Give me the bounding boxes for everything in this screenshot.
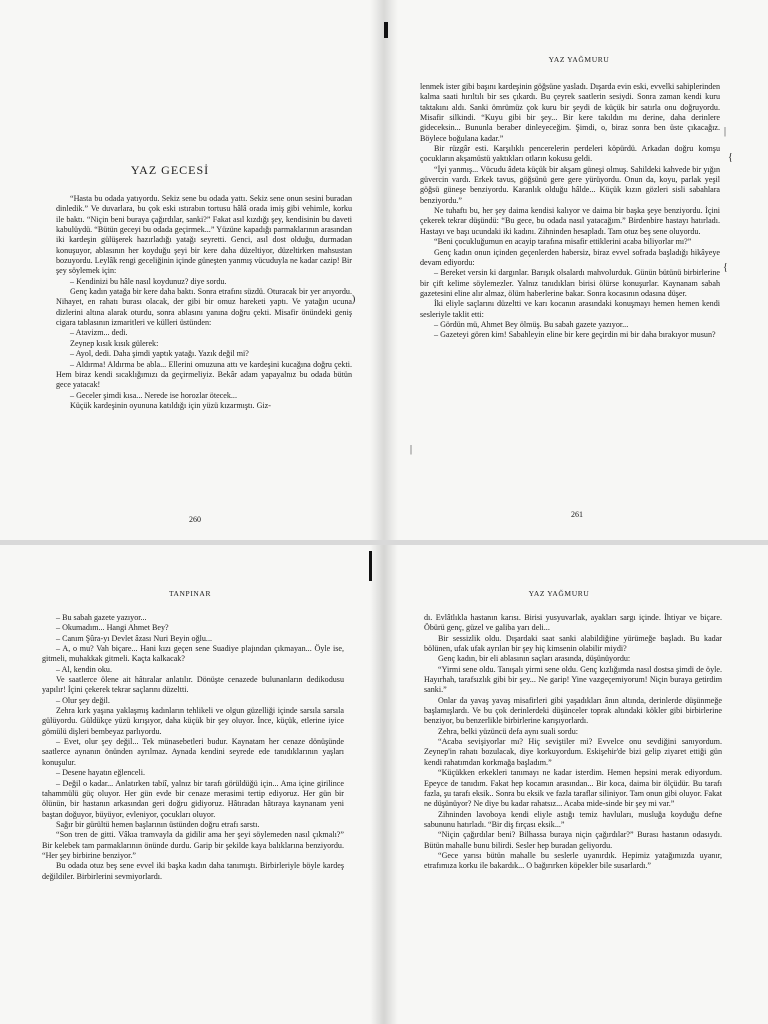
paragraph: İki eliyle saçlarını düzeltti ve karı kocanın arasındaki konuşmayı hemen hemen kendi sesleriyle taklit etti: xyxy=(420,299,720,319)
binding-mark xyxy=(384,22,388,38)
paragraph: “Gece yarısı bütün mahalle bu seslerle uyanırdık. Hepimiz yatağımızda uyanır, etrafımıza korku ile bakardık... O bağırırken köpekler bile susarlardı.” xyxy=(424,850,722,871)
paragraph: – Bereket versin ki dargınlar. Barışık olsalardı mahvolurduk. Günün bütünü birbirlerine bir çift kelime söylemezler. Yalnız tanıdıkları birisi ölürse konuşurlar. Kaynanam sabah gazetesini eline alır almaz, ölüm haberlerine bakar. Sonra kocasının odasına düşer. xyxy=(420,268,720,298)
paragraph: “Hasta bu odada yatıyordu. Sekiz sene bu odada yattı. Sekiz sene onun sesini buradan dinledik.” Ve duvarlara, bu çok eski ıstırabın tortusu hâlâ orada imiş gibi vehimle, korku ile baktı. “Niçin beni buraya çağırdılar, sanki?” Fakat asıl kızdığı şey, kendisinin bu daveti kabulüydü. “Bütün geceyi bu odada geçirmek...” Yüzüne kapadığı parmaklarının arasından iki kardeşin gülüşerek hazırladığı yatağı seyretti. Genci, asıl dost olduğu, durmadan konuşuyor, ablasının her koyduğu şeyi bir kere daha düzeltiyor, düzeltirken mahsustan bozuyordu. Leylâk rengi geceliğinin içinde güneşten yanmış vücuduyla ne kadar cazip! Bir şey söylemek için: xyxy=(56,194,352,276)
paragraph: – Aldırma! Aldırma be abla... Ellerini omuzuna attı ve kardeşini kucağına doğru çekti. Hem biraz kendi sıcaklığımızı da geçirmeliyiz. Bekâr adam yapayalnız bu odada bütün gece yatacak! xyxy=(56,359,352,390)
paragraph: – Al, kendin oku. xyxy=(56,664,112,674)
paragraph: “İyi yanmış... Vücudu âdeta küçük bir akşam güneşi olmuş. Sahildeki kahvede bir yığın güvercin vardı. Erkek tavus, göğsünü gere gere yürüyordu. Onun da, koyu, parlak yeşil göğsü güneşe benziyordu. Karanlık olduğu hâlde... Küçük kızın gözleri sisli sabahlara benziyordu.” xyxy=(420,164,720,205)
paragraph: “Yirmi sene oldu. Tanışalı yirmi sene oldu. Genç kızlığımda nasıl dostsa şimdi de öyle. Hayırhah, tarafsızlık gibi bir şey... Ne garip! Yine vazgeçemiyorum! Niçin buraya getirdim sanki.” xyxy=(424,664,722,695)
gutter-shadow xyxy=(370,545,384,1024)
paragraph: – Desene hayatın eğlenceli. xyxy=(56,768,145,778)
paragraph: Ne tuhaftı bu, her şey daima kendisi kalıyor ve daima bir başka şeye benziyordu. İçini çekerek tekrar düşündü: “Bu gece, bu odada nasıl yatacağım.” Birdenbire hastayı hatırladı. Hastayı ve başı ucundaki iki kadını. Zihninden hesapladı. Tam otuz beş sene oluyordu. xyxy=(420,206,720,236)
paragraph: Zeynep kısık kısık gülerek: xyxy=(70,338,159,348)
paragraph: Genç kadın yatağa bir kere daha baktı. Sonra etrafını süzdü. Oturacak bir yer arıyordu. Nihayet, en rahatı burası olacak, der gibi bir omuz hareketi yaptı. Ve yatağın ucuna dizlerini altına alarak oturdu, sonra ablasını yanına doğru çekti. Misafir önündeki geniş cigara tablasının izmaritleri ve külleri üstünden: xyxy=(56,287,352,328)
paragraph: – Evet, olur şey değil... Tek münasebetleri budur. Kaynatam her cenaze dönüşünde saatlerce aynanın önünden ayrılmaz. Aynada kendini seyrede ede tanıdıklarının yaşları konuşulur. xyxy=(42,737,344,767)
margin-mark: ) xyxy=(352,294,356,305)
paragraph: Küçük kardeşinin oyununa katıldığı için yüzü kızarmıştı. Giz- xyxy=(70,400,271,410)
margin-mark: { xyxy=(728,152,733,163)
paragraph: – Değil o kadar... Anlatırken tabiî, yalnız bir tarafı görüldüğü için... Ama içine girilince tahammülü güç oluyor. Her gün evde bir cenaze merasimi tertip ediyoruz. Her gün bir ölünün, bir hastanın arkasından geri doğru gidiyoruz. Hâtıradan hâtıraya kaynanam yeni baştan doğuyor, büyüyor, evleniyor, çocukları oluyor. xyxy=(42,778,344,819)
paragraph: “Niçin çağırdılar beni? Bilhassa buraya niçin çağırdılar?” Burası hastanın odasıydı. Bütün mahalle bunu bilirdi. Sesler hep buradan geliyordu. xyxy=(424,830,722,850)
page-number: 260 xyxy=(189,515,201,524)
page-body xyxy=(42,613,344,882)
paragraph: “Beni çocukluğumun en acayip tarafına misafir ettiklerini acaba biliyorlar mı?” xyxy=(434,237,692,247)
running-head: YAZ YAĞMURU xyxy=(528,589,590,598)
page-body xyxy=(56,194,352,411)
paragraph: – Olur şey değil. xyxy=(56,695,110,705)
paragraph: “Son tren de gitti. Vâkıa tramvayla da gidilir ama her şeyi söylemeden nasıl çıkmalı?” Bir kelebek tam parmaklarının önünde durdu. Garip bir şekilde kaya balıklarına benziyordu. “Her şey birbirine benziyor.” xyxy=(42,830,344,860)
gutter-shadow xyxy=(384,545,398,1024)
paragraph: – Ayol, dedi. Daha şimdi yaptık yatağı. Yazık değil mi? xyxy=(70,349,249,359)
page-body xyxy=(420,82,720,341)
page-260 xyxy=(0,0,384,540)
paragraph: – Kendinizi bu hâle nasıl koydunuz? diye sordu. xyxy=(70,276,227,286)
paragraph: Genç kadın onun içinden geçenlerden habersiz, biraz evvel sofrada başladığı hikâyeye devam ediyordu: xyxy=(420,247,720,267)
paragraph: – Geceler şimdi kısa... Nerede ise horozlar ötecek... xyxy=(70,390,237,400)
page-number: 261 xyxy=(571,510,583,519)
paragraph: – Bu sabah gazete yazıyor... xyxy=(56,613,147,622)
paragraph: “Küçükken erkekleri tanımayı ne kadar isterdim. Hemen hepsini merak ediyordum. Epeyce de tanıdım. Fakat hep kocamın arasından... Bir koca, daima bir ölçüdür. Bu tarafı fazla, şu tarafı eksik.. Sonra bu eksik ve fazla taraflar siliniyor. Tam onun gibi oluyor. Fakat ne düşünüyor? Ne diye bu kadar rahatsız... Acaba mide-sinde bir şey mi var.” xyxy=(424,768,722,809)
chapter-title: YAZ GECESİ xyxy=(130,163,210,177)
page-body xyxy=(424,613,722,872)
margin-mark: | xyxy=(724,126,727,137)
paragraph: “Acaba sevişiyorlar mı? Hiç seviştiler mi? Evvelce onu sevdiğini sanıyordum. Zeynep'in rahatı bozulacak, diye korkuyordum. Eskişehir'de bizi gelip ziyaret ettiği gün kendi rahatımdan korkmağa başladım.” xyxy=(424,737,722,767)
gutter-shadow xyxy=(384,0,398,540)
paragraph: – Gazeteyi gören kim! Sabahleyin eline bir kere geçirdin mi bir daha bırakıyor musun? xyxy=(434,330,716,340)
paragraph: – A, o mu? Vah biçare... Hani kızı geçen sene Suadiye plajından çıkmayan... Öyle ise, gitmeli, muhakkak gitmeli. Kaçta kalkacak? xyxy=(42,644,344,664)
paragraph: dı. Evlâtlıkla hastanın karısı. Birisi yusyuvarlak, ayakları sargı içinde. İhtiyar ve biçare. Öbürü genç, güzel ve galiba yarı deli... xyxy=(424,613,722,633)
paragraph: Onlar da yavaş yavaş misafirleri gibi yaşadıkları ânın altında, derinlerde düşünmeğe başlamışlardı. Ve bu çok derinlerdeki düşünceler toprak altındaki kökler gibi birbirlerine benziyor, bu benzerlikle birbirlerine karışıyorlardı. xyxy=(424,695,722,726)
margin-mark: | xyxy=(410,444,413,455)
paragraph: Zihninden lavoboya kendi eliyle astığı temiz havluları, musluğa koyduğu defne sabununu hatırladı. “Bir diş fırçası eksik...” xyxy=(424,809,722,829)
paragraph: lenmek ister gibi başını kardeşinin göğsüne yasladı. Dışarda evin eski, evvelki sahiplerinden kalma saati hırıltılı bir ses çıkardı. Bu çeyrek saatlerin sesiydi. Sonra zaman kendi kuru taktakını aldı. Sanki ömrümüz çok kuru bir şeydi de küçük bir satırla onu doğruyordu. Misafir silkindi. “Kuyu gibi bir şey... Bir kere takıldın mı derine, daha derinlere gideceksin... Bununla beraber dinleyeceğim. Şimdi, o, biraz sonra ben üste çıkacağız. Böylece boğulana kadar.” xyxy=(420,82,720,143)
binding-mark xyxy=(369,551,372,581)
margin-mark: { xyxy=(723,262,728,273)
paragraph: Bir rüzgâr esti. Karşılıklı pencerelerin perdeleri köpürdü. Arkadan doğru komşu çocukların akşamüstü yaktıkları otların kokusu geldi. xyxy=(420,144,720,164)
paragraph: Sağır bir gürültü hemen başlarının üstünden doğru etrafı sarstı. xyxy=(56,819,260,829)
paragraph: Bu odada otuz beş sene evvel iki başka kadın daha tanımıştı. Birbirleriyle böyle kardeş değildiler. Birbirlerini sevmiyorlardı. xyxy=(42,861,344,881)
paragraph: – Okumadım... Hangi Ahmet Bey? xyxy=(56,623,169,633)
paragraph: Zehra kırk yaşına yaklaşmış kadınların tehlikeli ve olgun güzelliği içinde sarsıla sarsıla gülüyordu. Güldükçe yüzü kırışıyor, daha küçük bir şey oluyor. İnce, küçük, etlerine iyice gömülü dişleri bembeyaz parlıyordu. xyxy=(42,706,344,736)
gutter-shadow xyxy=(370,0,384,540)
paragraph: Genç kadın, bir eli ablasının saçları arasında, düşünüyordu: xyxy=(438,654,631,664)
paragraph: – Gördün mü, Ahmet Bey ölmüş. Bu sabah gazete yazıyor... xyxy=(434,319,629,329)
page-262 xyxy=(0,545,384,1024)
paragraph: Zehra, belki yüzüncü defa aynı suali sordu: xyxy=(438,726,579,736)
running-head: YAZ YAĞMURU xyxy=(548,55,610,64)
paragraph: – Canım Şûra-yı Devlet âzası Nuri Beyin oğlu... xyxy=(56,633,212,643)
paragraph: Bir sessizlik oldu. Dışardaki saat sanki alabildiğine yürümeğe başladı. Bu kadar bölünen, ufak ufak ayrılan bir şey hiç kimsenin olabilir miydi? xyxy=(424,633,722,654)
running-head: TANPINAR xyxy=(168,589,212,598)
paragraph: Ve saatlerce ölene ait hâtıralar anlatılır. Dönüşte cenazede bulunanların dedikodusu yapılır! İçini çekerek tekrar saçlarını düzeltti. xyxy=(42,675,344,695)
page-261 xyxy=(384,0,768,540)
paragraph: – Atavizm... dedi. xyxy=(70,328,128,338)
page-263 xyxy=(384,545,768,1024)
